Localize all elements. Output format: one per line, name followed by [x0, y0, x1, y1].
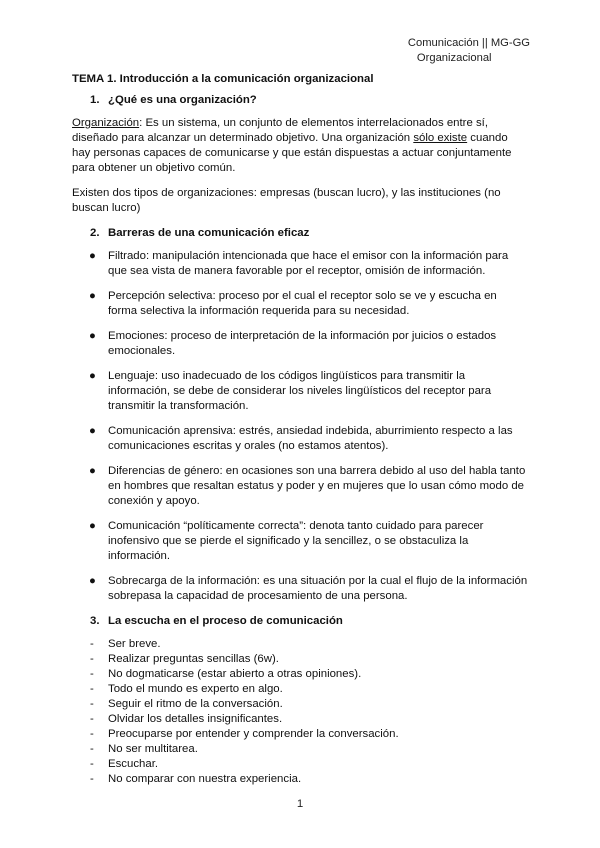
list-item — [72, 727, 528, 742]
list-item-text: No comparar con nuestra experiencia. — [108, 773, 302, 785]
page-header — [408, 36, 530, 66]
dash-marker: - — [90, 683, 94, 695]
list-item — [72, 519, 528, 564]
list-item-text: Preocuparse por entender y comprender la conversación. — [108, 728, 399, 740]
organization-definition — [72, 116, 528, 176]
list-item — [72, 652, 528, 667]
list-item-text: Todo el mundo es experto en algo. — [108, 683, 283, 695]
list-item — [72, 249, 528, 279]
list-item — [72, 712, 528, 727]
list-item-text: Comunicación aprensiva: estrés, ansiedad indebida, aburrimiento respecto a las comunicaciones escritas y orales (no estamos atentos). — [108, 425, 513, 452]
list-item — [72, 697, 528, 712]
list-item-text: Lenguaje: uso inadecuado de los códigos lingüísticos para transmitir la información, se debe de considerar los niveles lingüísticos del receptor para transmitir la transformación. — [108, 370, 492, 412]
bullet-icon: ● — [89, 330, 96, 342]
dash-marker: - — [90, 743, 94, 755]
header-line-2: Organizacional — [416, 52, 492, 64]
barriers-list — [72, 249, 528, 604]
list-item-text: Diferencias de género: en ocasiones son una barrera debido al uso del habla tanto en hombres que resaltan estatus y poder y en mujeres que lo usan cómo modo de conexión y apoyo. — [108, 465, 526, 507]
section-2-number: 2. — [90, 227, 100, 239]
section-1-number: 1. — [90, 94, 100, 106]
list-item — [72, 464, 528, 509]
section-1-heading — [90, 93, 528, 108]
bullet-icon: ● — [89, 290, 96, 302]
bullet-icon: ● — [89, 250, 96, 262]
section-3-title: La escucha en el proceso de comunicación — [108, 615, 343, 627]
list-item-text: Seguir el ritmo de la conversación. — [108, 698, 283, 710]
bullet-icon: ● — [89, 575, 96, 587]
section-2-title: Barreras de una comunicación eficaz — [108, 227, 310, 239]
section-3-number: 3. — [90, 615, 100, 627]
organization-types-paragraph: Existen dos tipos de organizaciones: empresas (buscan lucro), y las instituciones (no buscan lucro) — [72, 187, 501, 214]
list-item — [72, 667, 528, 682]
header-line-1: Comunicación || MG-GG — [407, 37, 530, 49]
document-body — [72, 72, 528, 787]
list-item-text: Comunicación “políticamente correcta”: denota tanto cuidado para parecer inofensivo que se pierde el significado y la sencillez, o se obstaculiza la información. — [108, 520, 484, 562]
section-2-heading — [90, 226, 528, 241]
list-item — [72, 329, 528, 359]
section-3-heading — [90, 614, 528, 629]
dash-marker: - — [90, 698, 94, 710]
document-title: TEMA 1. Introducción a la comunicación organizacional — [72, 73, 374, 85]
definition-part-1: : Es un sistema, un conjunto de elementos interrelacionados entre sí, diseñado para alcanzar un determinado objetivo. Una organización — [72, 117, 489, 144]
page-number: 1 — [296, 798, 304, 810]
list-item-text: No ser multitarea. — [108, 743, 198, 755]
listening-tips-list — [72, 637, 528, 787]
list-item — [72, 637, 528, 652]
dash-marker: - — [90, 728, 94, 740]
definition-underlined: sólo existe — [413, 132, 468, 144]
list-item — [72, 742, 528, 757]
definition-part-2: cuando hay personas capaces de comunicarse y que están dispuestas a actuar conjuntamente para obtener un objetivo común. — [72, 132, 512, 174]
dash-marker: - — [90, 773, 94, 785]
list-item-text: Ser breve. — [108, 638, 161, 650]
list-item — [72, 424, 528, 454]
list-item-text: Percepción selectiva: proceso por el cual el receptor solo se ve y escucha en forma selectiva la información requerida para su necesidad. — [108, 290, 497, 317]
list-item-text: Emociones: proceso de interpretación de la información por juicios o estados emocionales. — [108, 330, 497, 357]
list-item — [72, 369, 528, 414]
dash-marker: - — [90, 638, 94, 650]
dash-marker: - — [90, 668, 94, 680]
section-1-title: ¿Qué es una organización? — [108, 94, 257, 106]
list-item — [72, 682, 528, 697]
list-item — [72, 574, 528, 604]
list-item — [72, 289, 528, 319]
term-organizacion: Organización — [72, 117, 140, 129]
bullet-icon: ● — [89, 520, 96, 532]
list-item-text: No dogmaticarse (estar abierto a otras opiniones). — [108, 668, 362, 680]
list-item-text: Filtrado: manipulación intencionada que hace el emisor con la información para que sea vista de manera favorable por el receptor, omisión de información. — [108, 250, 509, 277]
dash-marker: - — [90, 653, 94, 665]
list-item-text: Realizar preguntas sencillas (6w). — [108, 653, 279, 665]
list-item-text: Sobrecarga de la información: es una situación por la cual el flujo de la información sobrepasa la capacidad de procesamiento de una persona. — [108, 575, 528, 602]
dash-marker: - — [90, 758, 94, 770]
list-item-text: Escuchar. — [108, 758, 159, 770]
list-item — [72, 757, 528, 772]
list-item — [72, 772, 528, 787]
bullet-icon: ● — [89, 370, 96, 382]
dash-marker: - — [90, 713, 94, 725]
bullet-icon: ● — [89, 425, 96, 437]
bullet-icon: ● — [89, 465, 96, 477]
list-item-text: Olvidar los detalles insignificantes. — [108, 713, 283, 725]
